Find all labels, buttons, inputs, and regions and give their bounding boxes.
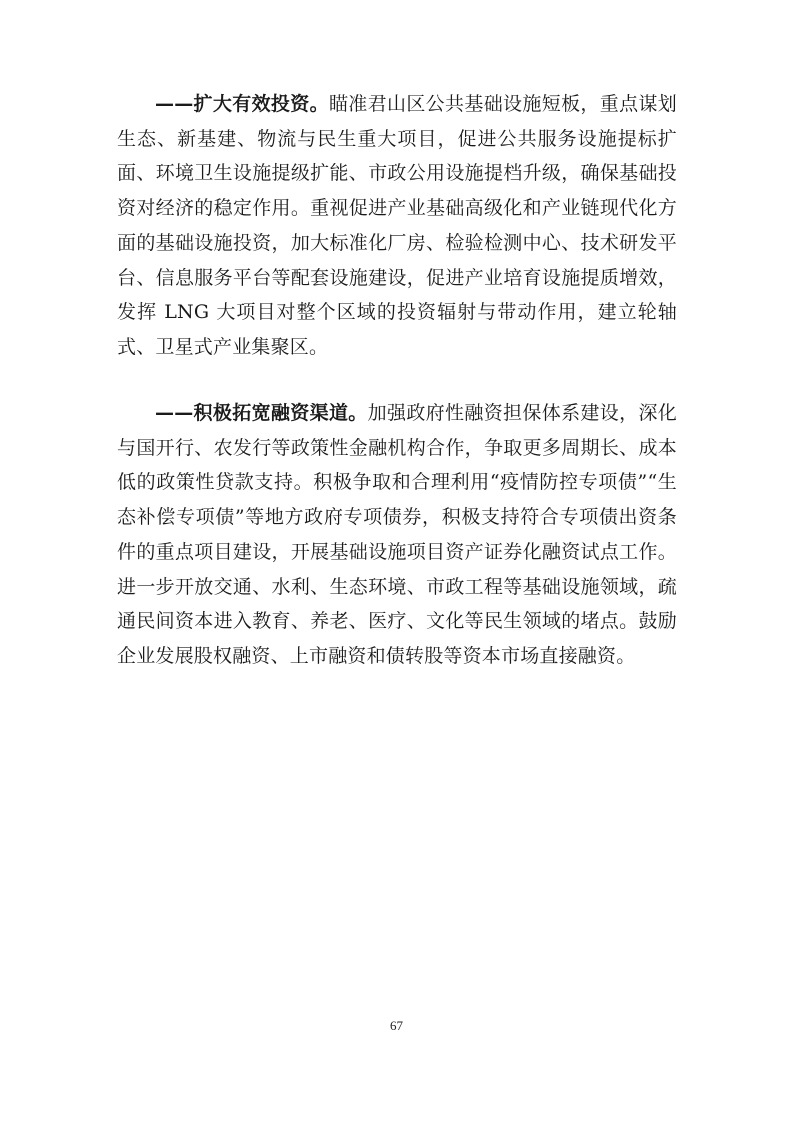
page-number: 67 (390, 1018, 403, 1033)
paragraph-financing-channels (117, 396, 677, 674)
paragraph-body: 加强政府性融资担保体系建设，深化与国开行、农发行等政策性金融机构合作，争取更多周期长、成本低的政策性贷款支持。积极争取和合理利用“疫情防控专项债”“生态补偿专项债”等地方政府专项债券，积极支持符合专项债出资条件的重点项目建设，开展基础设施项目资产证券化融资试点工作。进一步开放交通、水利、生态环境、市政工程等基础设施领域，疏通民间资本进入教育、养老、医疗、文化等民生领域的堵点。鼓励企业发展股权融资、上市融资和债转股等资本市场直接融资。 (117, 402, 677, 667)
paragraph-expand-investment (117, 87, 677, 365)
paragraph-heading: ——积极拓宽融资渠道。 (155, 402, 368, 424)
paragraph-heading: ——扩大有效投资。 (155, 93, 329, 115)
paragraph-body: 瞄准君山区公共基础设施短板，重点谋划生态、新基建、物流与民生重大项目，促进公共服务设施提标扩面、环境卫生设施提级扩能、市政公用设施提档升级，确保基础投资对经济的稳定作用。重视促进产业基础高级化和产业链现代化方面的基础设施投资，加大标准化厂房、检验检测中心、技术研发平台、信息服务平台等配套设施建设，促进产业培育设施提质增效，发挥 LNG 大项目对整个区域的投资辐射与带动作用，建立轮轴式、卫星式产业集聚区。 (117, 93, 677, 358)
